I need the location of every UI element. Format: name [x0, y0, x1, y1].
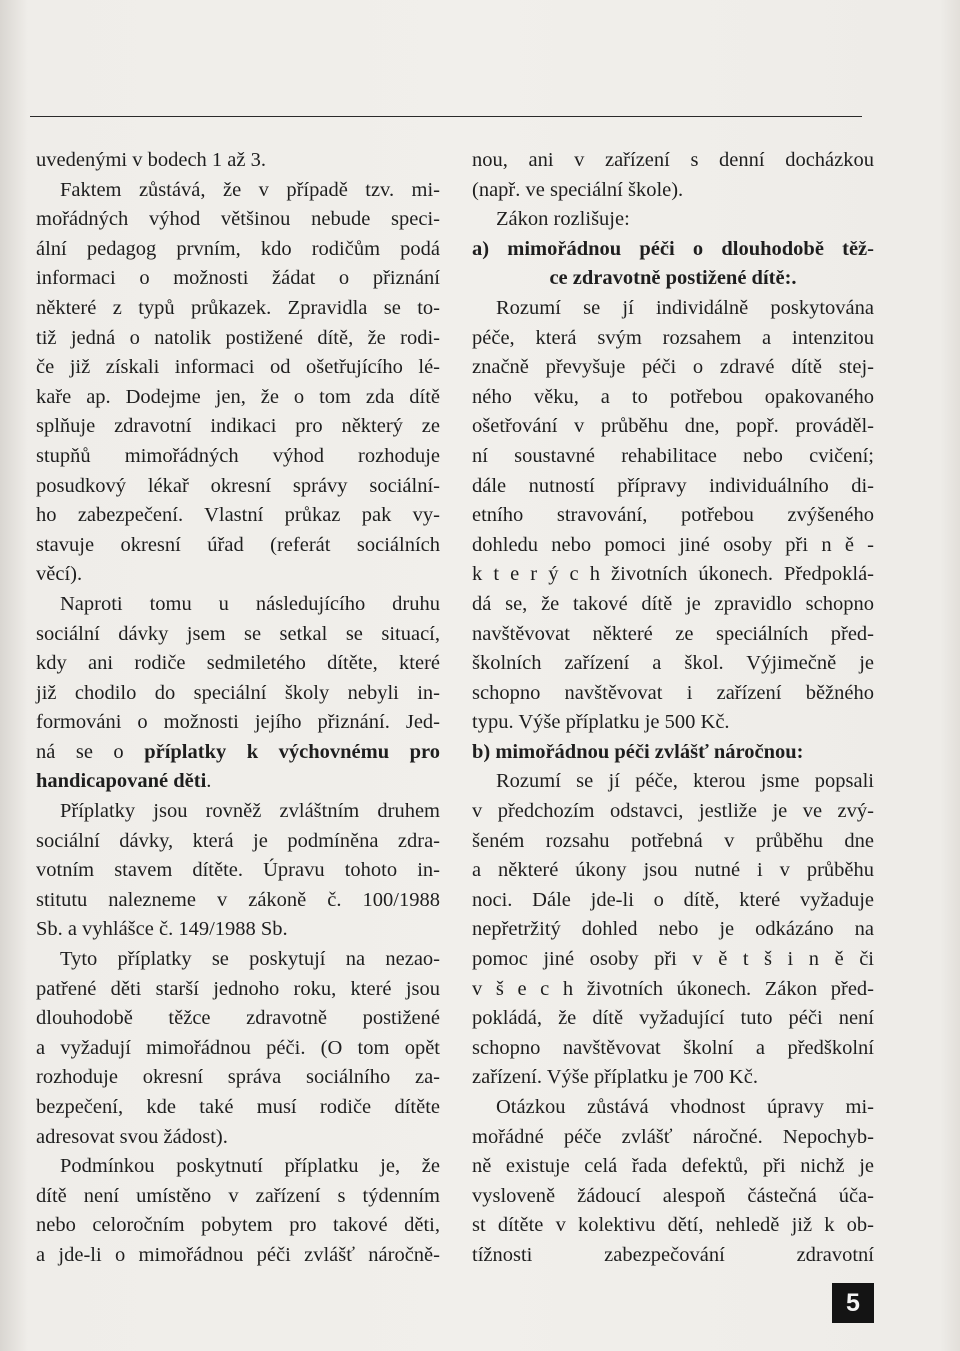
text-run: Příplatky jsou rovněž zvláštním druhem: [60, 800, 440, 823]
text-line: [472, 1034, 874, 1064]
text-line: [472, 383, 874, 413]
text-run: školních zařízení a škol. Výjimečně je: [472, 652, 874, 675]
text-run: ně existuje celá řada defektů, při nichž je: [472, 1155, 874, 1178]
text-run: noci. Dále jde-li o dítě, které vyžaduje: [472, 888, 874, 911]
text-run: stupňů mimořádných výhod rozhoduje: [36, 444, 440, 467]
text-run: posudkový lékař okresní správy sociální-: [36, 474, 440, 497]
text-run: formováni o možnosti jejího přiznání. Jed-: [36, 711, 440, 734]
text-line: [36, 1152, 440, 1182]
text-line: [36, 442, 440, 472]
text-run: Rozumí se jí péče, kterou jsme popsali: [496, 770, 874, 793]
text-run: schopno navštěvovat i zařízení běžného: [472, 681, 874, 704]
text-line: [472, 1004, 874, 1034]
text-line: [36, 1241, 440, 1271]
text-line: [472, 915, 874, 945]
text-line: [472, 294, 874, 324]
text-line: [36, 560, 440, 590]
text-run: některé z typů průkazek. Zpravidla se to-: [36, 296, 440, 319]
text-run: kaře ap. Dodejme jen, že o tom zda dítě: [36, 385, 440, 408]
text-line: [36, 767, 440, 797]
text-run: adresovat svou žádost).: [36, 1125, 228, 1148]
text-run: navštěvovat některé ze speciálních před-: [472, 622, 874, 645]
text-line: [36, 294, 440, 324]
page-number: 5: [832, 1283, 874, 1323]
right-text-column: [472, 146, 874, 1271]
text-line: [472, 531, 874, 561]
text-line: [36, 975, 440, 1005]
text-line: [472, 945, 874, 975]
text-run: věcí).: [36, 563, 83, 586]
text-run: ná se o: [36, 740, 145, 763]
text-line: [36, 738, 440, 768]
text-run: Podmínkou poskytnutí příplatku je, že: [60, 1155, 440, 1178]
text-run: dítě není umístěno v zařízení s týdenním: [36, 1184, 440, 1207]
text-run: ní soustavné rehabilitace nebo cvičení;: [472, 444, 874, 467]
text-run: nou, ani v zařízení s denní docházkou: [472, 149, 874, 171]
text-run: bezpečení, kde také musí rodiče dítěte: [36, 1096, 440, 1118]
text-line: [36, 797, 440, 827]
text-run: st dítěte v kolektivu dětí, nehledě již k ob-: [472, 1214, 874, 1237]
text-line: [36, 1034, 440, 1064]
text-run: v š e c h životních úkonech. Zákon před-: [472, 977, 874, 1000]
text-run: Rozumí se jí individálně poskytována: [496, 296, 874, 319]
text-line: [36, 679, 440, 709]
text-line: [36, 827, 440, 857]
text-run: dále nutností přípravy individuálního di-: [472, 474, 874, 497]
text-run: zařízení. Výše příplatku je 700 Kč.: [472, 1066, 758, 1089]
text-line: [472, 620, 874, 650]
text-run: uvedenými v bodech 1 až 3.: [36, 149, 266, 171]
header-rule: [30, 116, 862, 117]
text-run: votním stavem dítěte. Úpravu tohoto in-: [36, 859, 440, 882]
text-line: [472, 353, 874, 383]
text-line: [472, 1211, 874, 1241]
text-line: [472, 146, 874, 176]
text-run: schopno navštěvovat školní a předškolní: [472, 1036, 874, 1059]
text-line: [36, 472, 440, 502]
text-run: již chodilo do speciální školy nebyli in-: [36, 681, 440, 704]
text-line: [472, 1063, 874, 1093]
text-run: če již získali informaci od ošetřujícího lé-: [36, 356, 440, 379]
text-line: [36, 1182, 440, 1212]
text-run: pokládá, že dítě vyžadující tuto péči není: [472, 1007, 874, 1030]
text-run: šeném rozsahu potřebná v průběhu dne: [472, 829, 874, 852]
text-line: [472, 1182, 874, 1212]
text-line: [36, 886, 440, 916]
text-line: [472, 767, 874, 797]
text-run: dá se, že takové dítě je zpravidlo schopno: [472, 592, 874, 615]
text-run: splňuje zdravotní indikaci pro některý ze: [36, 415, 440, 438]
text-line: [36, 590, 440, 620]
text-run: informaci o možnosti žádat o přiznání: [36, 267, 440, 290]
text-run: péče, která svým rozsahem a intenzitou: [472, 326, 874, 349]
text-run: a jde-li o mimořádnou péči zvlášť náročně-: [36, 1243, 440, 1266]
text-run: nepřetržitý dohled nebo je odkázáno na: [472, 918, 874, 941]
text-run: dohledu nebo pomoci jiné osoby při n ě -: [472, 533, 874, 556]
text-line: [36, 531, 440, 561]
text-line: [36, 501, 440, 531]
text-line: [36, 945, 440, 975]
text-line: [36, 1211, 440, 1241]
text-line: [472, 442, 874, 472]
text-run: .: [206, 770, 212, 793]
text-run: ného věku, a to potřebou opakovaného: [472, 385, 874, 408]
text-line: [36, 324, 440, 354]
text-run: k t e r ý c h životních úkonech. Předpoklá-: [472, 563, 874, 586]
text-run: typu. Výše příplatku je 500 Kč.: [472, 711, 730, 734]
text-run: a některé úkony jsou nutné i v průběhu: [472, 859, 874, 882]
text-run: sociální dávky, která je podmíněna zdra-: [36, 829, 440, 852]
text-line: [472, 856, 874, 886]
text-run: patřené děti starší jednoho roku, které jsou: [36, 977, 440, 1000]
text-line: [472, 1241, 874, 1271]
text-run: Sb. a vyhlášce č. 149/1988 Sb.: [36, 918, 288, 941]
text-line: [472, 975, 874, 1005]
text-run: tížnosti zabezpečování zdravotní: [472, 1243, 874, 1266]
text-line: [36, 1093, 440, 1123]
text-line: [472, 1123, 874, 1153]
text-run: stavuje okresní úřad (referát sociálních: [36, 533, 440, 556]
text-line: [472, 472, 874, 502]
text-run: Tyto příplatky se poskytují na nezao-: [60, 948, 440, 971]
text-line: [36, 708, 440, 738]
text-run: Naproti tomu u následujícího druhu: [60, 592, 440, 615]
text-line: [36, 205, 440, 235]
text-line: [36, 264, 440, 294]
text-line: [472, 797, 874, 827]
bold-run: ce zdravotně postižené dítě:.: [549, 267, 797, 290]
text-run: a vyžadují mimořádnou péči. (O tom opět: [36, 1036, 440, 1059]
text-run: pomoc jiné osoby při v ě t š i n ě či: [472, 948, 874, 971]
text-line: [36, 146, 440, 176]
text-run: dlouhodobě těžce zdravotně postižené: [36, 1007, 440, 1030]
left-text-column: [36, 146, 440, 1271]
text-line: [472, 708, 874, 738]
text-line: [36, 353, 440, 383]
text-line: [472, 412, 874, 442]
text-run: tiž jedná o natolik postižené dítě, že rodi-: [36, 326, 440, 349]
text-line: [36, 856, 440, 886]
bold-run: a) mimořádnou péči o dlouhodobě těž-: [472, 237, 874, 260]
text-run: ošetřování v průběhu dne, popř. prováděl-: [472, 415, 874, 438]
text-line: [472, 738, 874, 768]
text-run: Faktem zůstává, že v případě tzv. mi-: [60, 178, 440, 201]
text-line: [36, 620, 440, 650]
text-line: [36, 412, 440, 442]
text-run: Otázkou zůstává vhodnost úpravy mi-: [496, 1096, 874, 1118]
text-line: [36, 649, 440, 679]
text-run: ální pedagog prvním, kdo rodičům podá: [36, 237, 440, 260]
text-line: [36, 1004, 440, 1034]
text-run: vysloveně žádoucí alespoň částečná úča-: [472, 1184, 874, 1207]
text-run: etního stravování, potřebou zvýšeného: [472, 504, 874, 527]
text-run: nebo celoročním pobytem pro takové děti,: [36, 1214, 440, 1237]
text-line: [472, 176, 874, 206]
text-run: značně převyšuje péči o zdravé dítě stej-: [472, 356, 874, 379]
text-line: [472, 590, 874, 620]
text-line: [472, 205, 874, 235]
text-run: ho zabezpečení. Vlastní průkaz pak vy-: [36, 504, 440, 527]
text-line: [36, 176, 440, 206]
text-line: [472, 235, 874, 265]
text-line: [36, 383, 440, 413]
bold-run: handicapované děti: [36, 770, 207, 793]
text-run: v předchozím odstavci, jestliže je ve zvý-: [472, 800, 874, 823]
text-line: [472, 501, 874, 531]
text-run: mořádných výhod většinou nebude speci-: [36, 208, 440, 231]
text-run: sociální dávky jsem se setkal se situací,: [36, 622, 440, 645]
text-run: stitutu nalezneme v zákoně č. 100/1988: [36, 888, 440, 911]
text-line: [472, 1152, 874, 1182]
text-line: [472, 1093, 874, 1123]
text-line: [472, 264, 874, 294]
text-run: (např. ve speciální škole).: [472, 178, 684, 201]
text-line: [472, 560, 874, 590]
text-line: [472, 886, 874, 916]
text-line: [36, 1123, 440, 1153]
text-run: Zákon rozlišuje:: [496, 208, 630, 231]
text-run: mořádné péče zvlášť náročné. Nepochyb-: [472, 1125, 874, 1148]
text-run: kdy ani rodiče sedmiletého dítěte, které: [36, 652, 440, 675]
bold-run: příplatky k výchovnému pro: [144, 740, 440, 763]
text-line: [472, 679, 874, 709]
text-line: [36, 235, 440, 265]
text-line: [36, 1063, 440, 1093]
text-line: [472, 324, 874, 354]
text-line: [36, 915, 440, 945]
bold-run: b) mimořádnou péči zvlášť náročnou:: [472, 740, 804, 763]
text-run: rozhoduje okresní správa sociálního za-: [36, 1066, 440, 1089]
text-line: [472, 827, 874, 857]
text-line: [472, 649, 874, 679]
